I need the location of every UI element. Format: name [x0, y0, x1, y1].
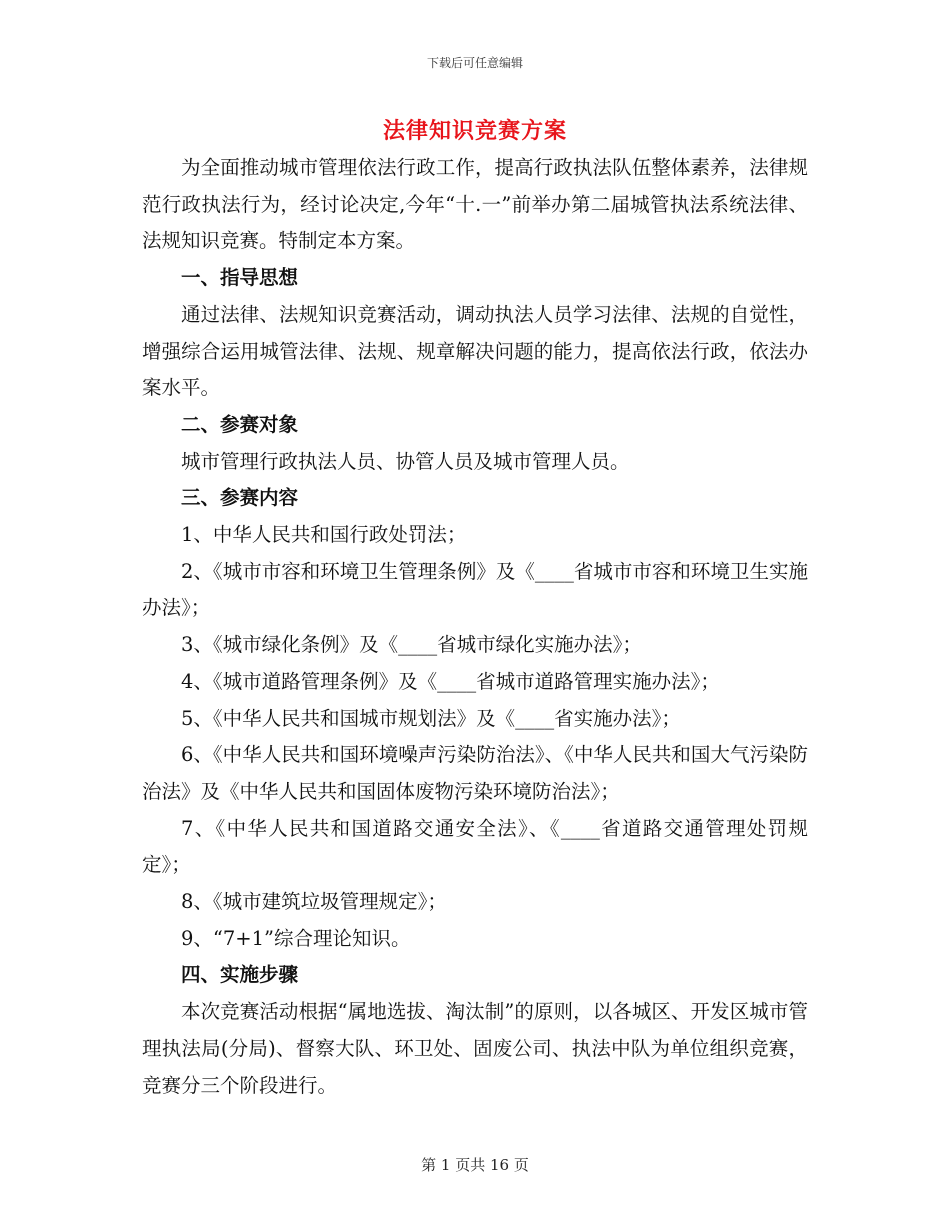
section-heading-guiding-ideology: 一、指导思想	[181, 266, 299, 290]
document-body	[142, 150, 808, 1104]
content-item: 2、《城市市容和环境卫生管理条例》及《____省城市市容和环境卫生实施办法》；	[142, 559, 808, 620]
header-note: 下载后可任意编辑	[426, 56, 523, 70]
document-title: 法律知识竞赛方案	[382, 118, 567, 144]
participants-paragraph: 城市管理行政执法人员、协管人员及城市管理人员。	[181, 449, 630, 473]
content-item: 5、《中华人民共和国城市规划法》及《____省实施办法》；	[181, 706, 681, 730]
content-item: 6、《中华人民共和国环境噪声污染防治法》、《中华人民共和国大气污染防治法》及《中华人民共和国固体废物污染环境防治法》；	[142, 743, 808, 803]
section-heading-content: 三、参赛内容	[181, 486, 299, 510]
section-heading-participants: 二、参赛对象	[181, 412, 299, 436]
content-item: 4、《城市道路管理条例》及《____省城市道路管理实施办法》；	[181, 669, 720, 693]
content-item: 9、“7+1”综合理论知识。	[181, 926, 411, 950]
page-footer: 第 1 页共 16 页	[421, 1156, 529, 1174]
intro-paragraph: 为全面推动城市管理依法行政工作，提高行政执法队伍整体素养，法律规范行政执法行为，经讨论决定,今年“十.一”前举办第二届城管执法系统法律、法规知识竞赛。特制定本方案。	[142, 156, 808, 253]
section-heading-implementation: 四、实施步骤	[181, 963, 299, 987]
guiding-ideology-paragraph: 通过法律、法规知识竞赛活动，调动执法人员学习法律、法规的自觉性，增强综合运用城管法律、法规、规章解决问题的能力，提高依法行政，依法办案水平。	[142, 302, 808, 400]
content-item: 7、《中华人民共和国道路交通安全法》、《____省道路交通管理处罚规定》；	[142, 816, 808, 877]
content-item: 3、《城市绿化条例》及《____省城市绿化实施办法》；	[181, 633, 642, 657]
content-item: 8、《城市建筑垃圾管理规定》；	[181, 890, 447, 914]
content-item: 1、中华人民共和国行政处罚法；	[181, 523, 467, 547]
implementation-paragraph: 本次竞赛活动根据“属地选拔、淘汰制”的原则，以各城区、开发区城市管理执法局(分局)、督察大队、环卫处、固废公司、执法中队为单位组织竞赛，竞赛分三个阶段进行。	[142, 1000, 808, 1097]
